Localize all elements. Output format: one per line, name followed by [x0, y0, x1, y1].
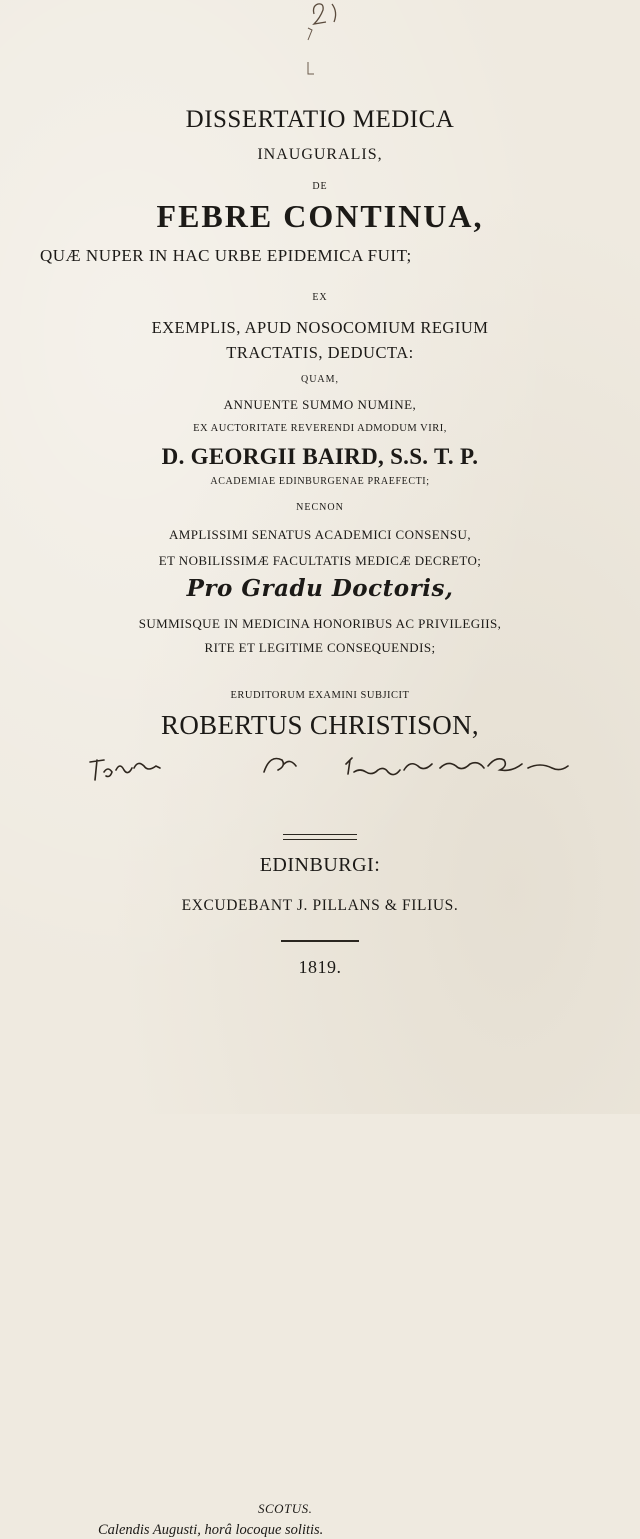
necnon-line: NECNON — [296, 502, 344, 513]
quam-line: QUAM, — [300, 374, 340, 385]
title-line-1: DISSERTATIO MEDICA — [185, 106, 455, 133]
annuente-line: ANNUENTE SUMMO NUMINE, — [223, 397, 417, 412]
title-line-2: INAUGURALIS, — [257, 146, 383, 163]
double-rule — [283, 834, 357, 840]
nobilissimae-line: ET NOBILISSIMÆ FACULTATIS MEDICÆ DECRETO; — [158, 553, 482, 568]
summisque-line: SUMMISQUE IN MEDICINA HONORIBUS AC PRIVILEGIIS, — [138, 616, 502, 631]
main-title: FEBRE CONTINUA, — [156, 198, 484, 234]
rite-line: RITE ET LEGITIME CONSEQUENDIS; — [204, 640, 436, 655]
principal-name: D. GEORGII BAIRD, S.S. T. P. — [161, 444, 479, 469]
exemplis-line: EXEMPLIS, APUD NOSOCOMIUM REGIUM — [151, 318, 489, 337]
title-de: DE — [312, 181, 328, 192]
scotus-label: SCOTUS. — [258, 1501, 313, 1516]
date-printed: Calendis Augusti, horâ locoque solitis. — [98, 1522, 324, 1538]
imprint-year: 1819. — [298, 957, 342, 977]
pro-gradu-heading: Pro Gradu Doctoris, — [186, 575, 454, 602]
title-ex: EX — [312, 292, 328, 303]
tractatis-line: TRACTATIS, DEDUCTA: — [226, 343, 414, 362]
imprint-printer: EXCUDEBANT J. PILLANS & FILIUS. — [181, 897, 459, 914]
ex-auctoritate-line: EX AUCTORITATE REVERENDI ADMODUM VIRI, — [193, 423, 447, 434]
author-name: ROBERTUS CHRISTISON, — [161, 710, 479, 740]
subtitle: QUÆ NUPER IN HAC URBE EPIDEMICA FUIT; — [40, 246, 412, 265]
academiae-line: ACADEMIAE EDINBURGENAE PRAEFECTI; — [210, 476, 430, 487]
single-rule — [281, 940, 359, 942]
imprint-city: EDINBURGI: — [259, 854, 381, 876]
eruditorum-line: ERUDITORUM EXAMINI SUBJICIT — [230, 690, 410, 701]
amplissimi-line: AMPLISSIMI SENATUS ACADEMICI CONSENSU, — [169, 527, 471, 542]
